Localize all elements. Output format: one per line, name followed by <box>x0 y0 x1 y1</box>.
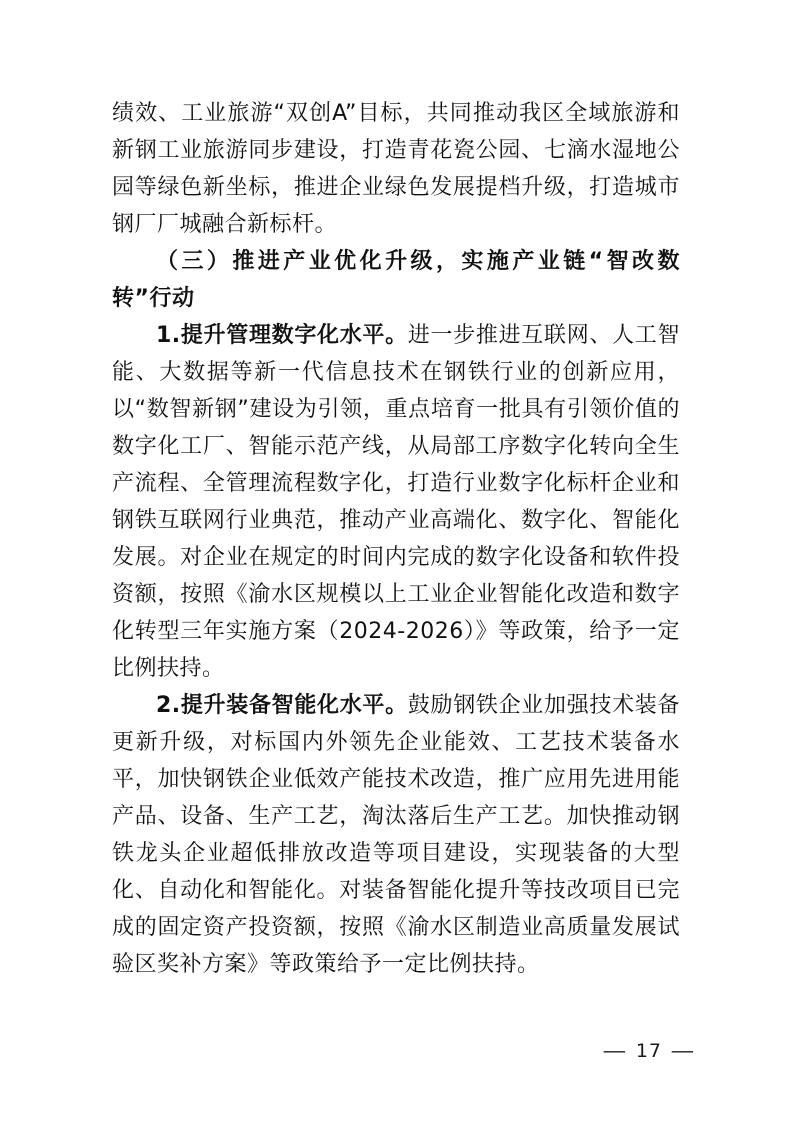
paragraph-item-2 <box>112 687 680 983</box>
paragraph-item-1 <box>112 317 680 687</box>
page-number-right-dash: — <box>670 1040 696 1062</box>
paragraph-item-2-body: 鼓励钢铁企业加强技术装备更新升级，对标国内外领先企业能效、工艺技术装备水平，加快钢铁企业低效产能技术改造，推广应用先进用能产品、设备、生产工艺，淘汰落后生产工艺。加快推动钢铁龙头企业超低排放改造等项目建设，实现装备的大型化、自动化和智能化。对装备智能化提升等技改项目已完成的固定资产投资额，按照《渝水区制造业高质量发展试验区奖补方案》等政策给予一定比例扶持。 <box>112 693 680 977</box>
page-number-value: 17 <box>635 1040 662 1062</box>
paragraph-item-1-lead: 1.提升管理数字化水平。 <box>156 323 408 348</box>
text-block <box>112 95 680 983</box>
continuation-paragraph: 绩效、工业旅游“双创A”目标，共同推动我区全域旅游和新钢工业旅游同步建设，打造青花瓷公园、七滴水湿地公园等绿色新坐标，推进企业绿色发展提档升级，打造城市钢厂厂城融合新标杆。 <box>112 101 680 237</box>
page-number <box>602 1040 696 1062</box>
paragraph-item-1-body: 进一步推进互联网、人工智能、大数据等新一代信息技术在钢铁行业的创新应用，以“数智新钢”建设为引领，重点培育一批具有引领价值的数字化工厂、智能示范产线，从局部工序数字化转向全生产流程、全管理流程数字化，打造行业数字化标杆企业和钢铁互联网行业典范，推动产业高端化、数字化、智能化发展。对企业在规定的时间内完成的数字化设备和软件投资额，按照《渝水区规模以上工业企业智能化改造和数字化转型三年实施方案（2024-2026）》等政策，给予一定比例扶持。 <box>112 323 680 681</box>
section-heading: （三）推进产业优化升级，实施产业链“智改数转”行动 <box>112 249 680 311</box>
paragraph-item-2-lead: 2.提升装备智能化水平。 <box>156 693 408 718</box>
page-number-left-dash: — <box>602 1040 628 1062</box>
